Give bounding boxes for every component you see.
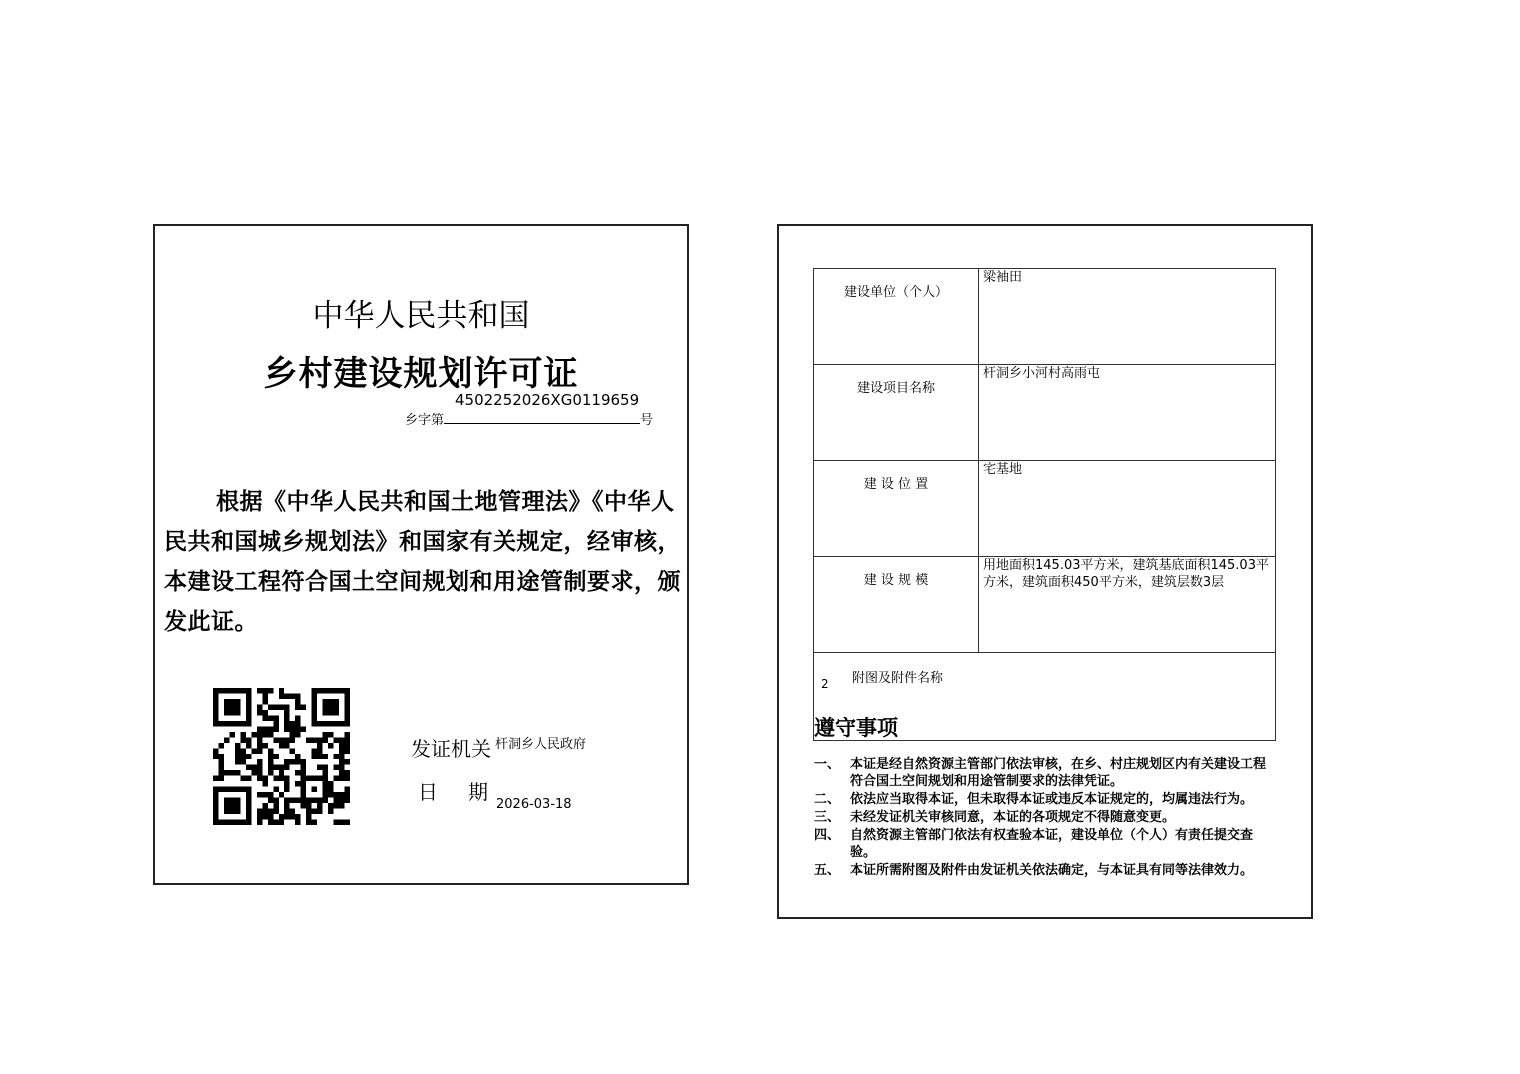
country-name: 中华人民共和国 xyxy=(312,298,530,334)
permit-cover-panel xyxy=(153,224,689,885)
list-item xyxy=(814,827,1274,861)
permit-details-panel xyxy=(777,224,1313,919)
attachment-label: 附图及附件名称 xyxy=(852,671,944,686)
item-mark: 四、 xyxy=(814,828,841,843)
issuer-value: 杆洞乡人民政府 xyxy=(495,737,587,752)
item-mark: 五、 xyxy=(814,863,841,878)
row-label: 建 设 位 置 xyxy=(814,461,979,557)
row-value: 用地面积145.03平方米，建筑基底面积145.03平方米，建筑面积450平方米，建筑层数3层 xyxy=(979,557,1276,653)
list-item xyxy=(814,756,1274,790)
item-text: 未经发证机关审核同意，本证的各项规定不得随意变更。 xyxy=(850,810,1176,825)
permit-statement: 根据《中华人民共和国土地管理法》《中华人民共和国城乡规划法》和国家有关规定，经审核，本建设工程符合国土空间规划和用途管制要求，颁发此证。 xyxy=(164,489,681,635)
table-row xyxy=(814,557,1276,653)
list-item xyxy=(814,862,1274,879)
row-value: 杆洞乡小河村高雨屯 xyxy=(979,365,1276,461)
number-prefix: 乡字第 xyxy=(405,413,445,428)
row-label: 建设项目名称 xyxy=(814,365,979,461)
item-mark: 二、 xyxy=(814,792,841,807)
number-suffix: 号 xyxy=(640,413,654,428)
list-item xyxy=(814,809,1274,826)
date-label: 日期 xyxy=(418,780,518,804)
notice-list xyxy=(814,756,1274,880)
row-label: 建 设 规 模 xyxy=(814,557,979,653)
item-mark: 三、 xyxy=(814,810,841,825)
qr-code-icon xyxy=(213,688,350,825)
item-text: 依法应当取得本证，但未取得本证或违反本证规定的，均属违法行为。 xyxy=(850,792,1254,807)
notice-title: 遵守事项 xyxy=(814,715,898,740)
details-table xyxy=(813,268,1276,741)
table-row xyxy=(814,269,1276,365)
permit-number: 4502252026XG0119659 xyxy=(455,391,640,409)
item-mark: 一、 xyxy=(814,757,841,772)
row-value: 梁袖田 xyxy=(979,269,1276,365)
permit-number-line xyxy=(405,391,654,428)
table-row xyxy=(814,461,1276,557)
row-value: 宅基地 xyxy=(979,461,1276,557)
item-text: 本证是经自然资源主管部门依法审核，在乡、村庄规划区内有关建设工程符合国土空间规划和用途管制要求的法律凭证。 xyxy=(850,757,1267,789)
item-text: 自然资源主管部门依法有权查验本证，建设单位（个人）有责任提交查验。 xyxy=(850,828,1254,860)
number-underline xyxy=(444,412,640,424)
issuer-line xyxy=(411,733,586,762)
row-label: 建设单位（个人） xyxy=(814,269,979,365)
certificate-title: 乡村建设规划许可证 xyxy=(263,354,579,394)
attachment-value: 2 xyxy=(821,677,829,691)
date-value: 2026-03-18 xyxy=(496,797,572,812)
date-line xyxy=(418,776,572,812)
issuer-label: 发证机关 xyxy=(411,737,491,761)
list-item xyxy=(814,791,1274,808)
item-text: 本证所需附图及附件由发证机关依法确定，与本证具有同等法律效力。 xyxy=(850,863,1254,878)
table-row xyxy=(814,365,1276,461)
